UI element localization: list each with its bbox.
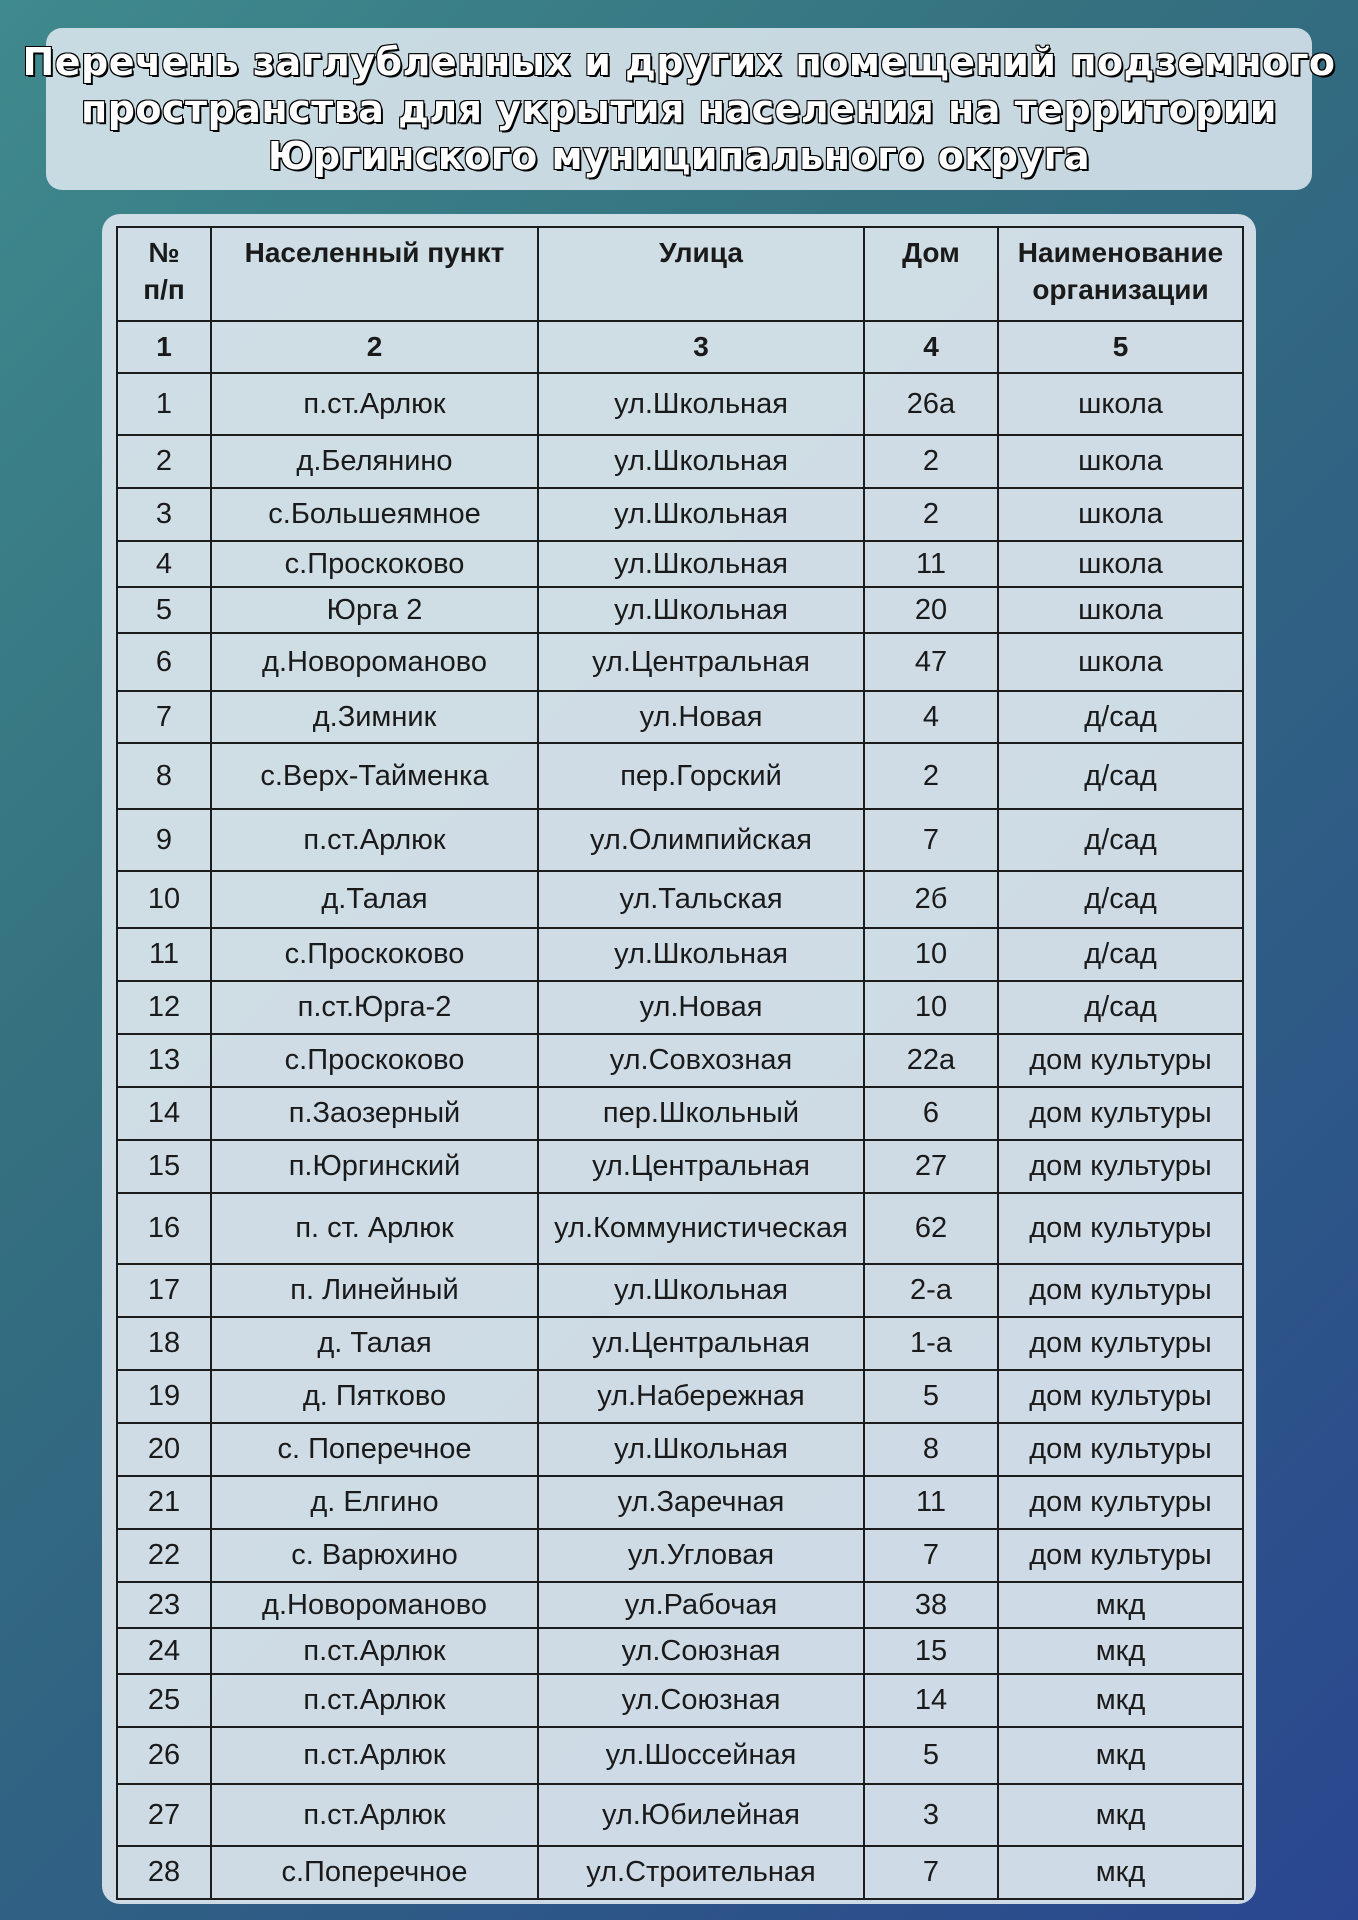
cell-organization: дом культуры — [998, 1140, 1243, 1193]
cell-number: 2 — [117, 435, 211, 488]
table-row — [117, 1034, 1243, 1087]
cell-street: ул.Коммунистическая — [538, 1193, 864, 1264]
cell-house: 7 — [864, 1846, 998, 1899]
cell-house: 11 — [864, 1476, 998, 1529]
cell-organization: д/сад — [998, 981, 1243, 1034]
cell-organization: дом культуры — [998, 1317, 1243, 1370]
cell-settlement: п.ст.Арлюк — [211, 1628, 538, 1674]
table-row — [117, 743, 1243, 809]
cell-organization: дом культуры — [998, 1264, 1243, 1317]
table-row — [117, 587, 1243, 633]
cell-settlement: с.Большеямное — [211, 488, 538, 541]
cell-settlement: с. Поперечное — [211, 1423, 538, 1476]
cell-settlement: п.ст.Арлюк — [211, 373, 538, 435]
cell-house: 11 — [864, 541, 998, 587]
cell-organization: школа — [998, 587, 1243, 633]
table-row — [117, 1628, 1243, 1674]
cell-organization: дом культуры — [998, 1370, 1243, 1423]
table-body — [117, 373, 1243, 1899]
cell-number: 19 — [117, 1370, 211, 1423]
cell-house: 1-а — [864, 1317, 998, 1370]
cell-settlement: д.Белянино — [211, 435, 538, 488]
cell-number: 11 — [117, 928, 211, 981]
cell-number: 22 — [117, 1529, 211, 1582]
cell-number: 23 — [117, 1582, 211, 1628]
table-panel — [102, 214, 1256, 1904]
header-number: № п/п — [117, 227, 211, 321]
cell-settlement: д. Талая — [211, 1317, 538, 1370]
cell-number: 13 — [117, 1034, 211, 1087]
cell-settlement: с.Проскоково — [211, 541, 538, 587]
table-row — [117, 1582, 1243, 1628]
cell-street: ул.Юбилейная — [538, 1784, 864, 1846]
cell-organization: школа — [998, 435, 1243, 488]
cell-house: 2-а — [864, 1264, 998, 1317]
cell-house: 2 — [864, 488, 998, 541]
cell-settlement: п.Заозерный — [211, 1087, 538, 1140]
cell-number: 17 — [117, 1264, 211, 1317]
cell-street: ул.Школьная — [538, 488, 864, 541]
cell-organization: дом культуры — [998, 1423, 1243, 1476]
cell-street: ул.Союзная — [538, 1628, 864, 1674]
cell-number: 26 — [117, 1727, 211, 1784]
cell-house: 15 — [864, 1628, 998, 1674]
cell-settlement: п.ст.Арлюк — [211, 809, 538, 871]
cell-organization: дом культуры — [998, 1529, 1243, 1582]
cell-house: 7 — [864, 1529, 998, 1582]
cell-number: 6 — [117, 633, 211, 691]
table-row — [117, 488, 1243, 541]
cell-street: ул.Строительная — [538, 1846, 864, 1899]
cell-street: ул.Заречная — [538, 1476, 864, 1529]
title-line-2: пространства для укрытия населения на территории — [80, 86, 1278, 131]
cell-street: ул.Школьная — [538, 373, 864, 435]
cell-number: 7 — [117, 691, 211, 743]
header-organization: Наименование организации — [998, 227, 1243, 321]
cell-settlement: п.ст.Юрга-2 — [211, 981, 538, 1034]
cell-number: 8 — [117, 743, 211, 809]
table-row — [117, 1846, 1243, 1899]
cell-number: 18 — [117, 1317, 211, 1370]
cell-house: 5 — [864, 1370, 998, 1423]
cell-organization: школа — [998, 373, 1243, 435]
cell-street: ул.Набережная — [538, 1370, 864, 1423]
cell-house: 5 — [864, 1727, 998, 1784]
cell-number: 20 — [117, 1423, 211, 1476]
cell-number: 5 — [117, 587, 211, 633]
cell-settlement: п. Линейный — [211, 1264, 538, 1317]
column-number: 2 — [211, 321, 538, 373]
cell-street: ул.Угловая — [538, 1529, 864, 1582]
table-row — [117, 541, 1243, 587]
cell-street: ул.Школьная — [538, 435, 864, 488]
cell-organization: мкд — [998, 1674, 1243, 1727]
cell-settlement: с.Поперечное — [211, 1846, 538, 1899]
cell-house: 47 — [864, 633, 998, 691]
cell-street: ул.Совхозная — [538, 1034, 864, 1087]
cell-number: 14 — [117, 1087, 211, 1140]
cell-street: ул.Рабочая — [538, 1582, 864, 1628]
table-row — [117, 373, 1243, 435]
title-line-3: Юргинского муниципального округа — [267, 133, 1091, 178]
cell-number: 9 — [117, 809, 211, 871]
table-row — [117, 1529, 1243, 1582]
cell-organization: дом культуры — [998, 1476, 1243, 1529]
cell-organization: д/сад — [998, 691, 1243, 743]
table-row — [117, 871, 1243, 928]
cell-house: 27 — [864, 1140, 998, 1193]
cell-number: 25 — [117, 1674, 211, 1727]
header-house: Дом — [864, 227, 998, 321]
cell-street: пер.Горский — [538, 743, 864, 809]
cell-house: 2 — [864, 435, 998, 488]
table-row — [117, 1193, 1243, 1264]
cell-street: ул.Центральная — [538, 633, 864, 691]
column-number: 1 — [117, 321, 211, 373]
table-row — [117, 928, 1243, 981]
cell-street: ул.Новая — [538, 981, 864, 1034]
column-number: 3 — [538, 321, 864, 373]
cell-settlement: п.Юргинский — [211, 1140, 538, 1193]
cell-number: 3 — [117, 488, 211, 541]
cell-organization: мкд — [998, 1784, 1243, 1846]
cell-number: 10 — [117, 871, 211, 928]
column-number-row — [117, 321, 1243, 373]
header-settlement: Населенный пункт — [211, 227, 538, 321]
header-street: Улица — [538, 227, 864, 321]
cell-organization: мкд — [998, 1846, 1243, 1899]
cell-settlement: с. Варюхино — [211, 1529, 538, 1582]
cell-settlement: п.ст.Арлюк — [211, 1727, 538, 1784]
cell-street: ул.Союзная — [538, 1674, 864, 1727]
table-row — [117, 633, 1243, 691]
column-number: 5 — [998, 321, 1243, 373]
cell-organization: д/сад — [998, 928, 1243, 981]
cell-house: 6 — [864, 1087, 998, 1140]
cell-number: 28 — [117, 1846, 211, 1899]
table-row — [117, 1727, 1243, 1784]
cell-settlement: д. Пятково — [211, 1370, 538, 1423]
cell-house: 3 — [864, 1784, 998, 1846]
table-row — [117, 1264, 1243, 1317]
cell-street: ул.Школьная — [538, 587, 864, 633]
cell-organization: д/сад — [998, 871, 1243, 928]
shelter-table — [116, 226, 1244, 1900]
cell-settlement: с.Проскоково — [211, 928, 538, 981]
cell-settlement: п.ст.Арлюк — [211, 1674, 538, 1727]
cell-settlement: д.Новороманово — [211, 633, 538, 691]
cell-organization: дом культуры — [998, 1087, 1243, 1140]
cell-settlement: д.Новороманово — [211, 1582, 538, 1628]
cell-house: 4 — [864, 691, 998, 743]
cell-organization: школа — [998, 541, 1243, 587]
cell-street: ул.Школьная — [538, 1423, 864, 1476]
cell-house: 2б — [864, 871, 998, 928]
cell-organization: дом культуры — [998, 1034, 1243, 1087]
cell-street: ул.Тальская — [538, 871, 864, 928]
cell-settlement: п. ст. Арлюк — [211, 1193, 538, 1264]
cell-house: 2 — [864, 743, 998, 809]
cell-settlement: с.Проскоково — [211, 1034, 538, 1087]
cell-settlement: д.Талая — [211, 871, 538, 928]
cell-organization: мкд — [998, 1582, 1243, 1628]
cell-number: 15 — [117, 1140, 211, 1193]
table-row — [117, 1476, 1243, 1529]
table-row — [117, 1674, 1243, 1727]
cell-organization: школа — [998, 488, 1243, 541]
cell-settlement: Юрга 2 — [211, 587, 538, 633]
cell-street: ул.Школьная — [538, 928, 864, 981]
cell-street: ул.Шоссейная — [538, 1727, 864, 1784]
table-row — [117, 1423, 1243, 1476]
cell-house: 14 — [864, 1674, 998, 1727]
table-row — [117, 1140, 1243, 1193]
cell-number: 27 — [117, 1784, 211, 1846]
cell-settlement: д. Елгино — [211, 1476, 538, 1529]
cell-number: 24 — [117, 1628, 211, 1674]
cell-street: ул.Центральная — [538, 1317, 864, 1370]
cell-house: 62 — [864, 1193, 998, 1264]
table-row — [117, 1370, 1243, 1423]
table-row — [117, 435, 1243, 488]
cell-street: ул.Олимпийская — [538, 809, 864, 871]
table-row — [117, 691, 1243, 743]
cell-house: 7 — [864, 809, 998, 871]
cell-number: 1 — [117, 373, 211, 435]
cell-house: 26а — [864, 373, 998, 435]
cell-settlement: с.Верх-Тайменка — [211, 743, 538, 809]
cell-house: 38 — [864, 1582, 998, 1628]
cell-street: ул.Школьная — [538, 1264, 864, 1317]
title-line-1: Перечень заглубленных и других помещений подземного — [22, 39, 1336, 84]
table-row — [117, 981, 1243, 1034]
table-row — [117, 1784, 1243, 1846]
cell-organization: мкд — [998, 1628, 1243, 1674]
cell-organization: школа — [998, 633, 1243, 691]
table-row — [117, 1317, 1243, 1370]
cell-number: 4 — [117, 541, 211, 587]
cell-organization: д/сад — [998, 809, 1243, 871]
cell-organization: мкд — [998, 1727, 1243, 1784]
cell-house: 10 — [864, 928, 998, 981]
cell-number: 16 — [117, 1193, 211, 1264]
cell-street: ул.Школьная — [538, 541, 864, 587]
title-panel — [22, 28, 1336, 190]
column-number: 4 — [864, 321, 998, 373]
table-row — [117, 809, 1243, 871]
header-row — [117, 227, 1243, 321]
cell-street: пер.Школьный — [538, 1087, 864, 1140]
table-row — [117, 1087, 1243, 1140]
cell-settlement: п.ст.Арлюк — [211, 1784, 538, 1846]
cell-house: 8 — [864, 1423, 998, 1476]
cell-house: 10 — [864, 981, 998, 1034]
cell-settlement: д.Зимник — [211, 691, 538, 743]
cell-house: 20 — [864, 587, 998, 633]
cell-organization: д/сад — [998, 743, 1243, 809]
cell-street: ул.Новая — [538, 691, 864, 743]
cell-number: 12 — [117, 981, 211, 1034]
cell-number: 21 — [117, 1476, 211, 1529]
cell-organization: дом культуры — [998, 1193, 1243, 1264]
cell-street: ул.Центральная — [538, 1140, 864, 1193]
cell-house: 22а — [864, 1034, 998, 1087]
